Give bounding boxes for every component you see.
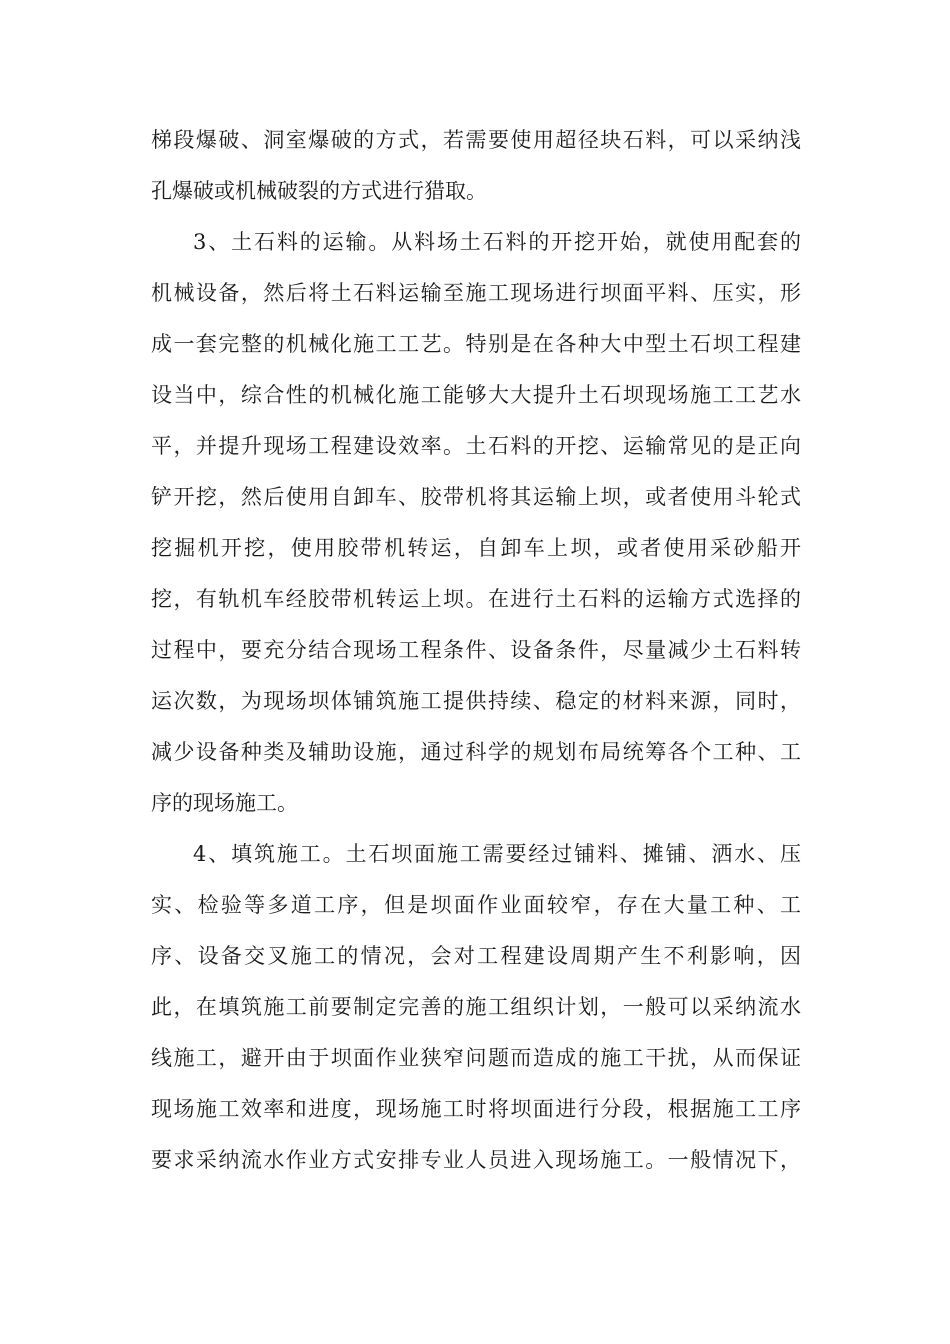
- text-line: 实、检验等多道工序，但是坝面作业面较窄，存在大量工种、工: [151, 893, 801, 917]
- text-line: 序、设备交叉施工的情况，会对工程建设周期产生不利影响，因: [151, 944, 801, 968]
- text-line: 减少设备种类及辅助设施，通过科学的规划布局统筹各个工种、工: [151, 740, 801, 764]
- text-line: 线施工，避开由于坝面作业狭窄问题而造成的施工干扰，从而保证: [151, 1046, 801, 1070]
- text-line: 挖，有轨机车经胶带机转运上坝。在进行土石料的运输方式选择的: [151, 587, 801, 611]
- text-line: 运次数，为现场坝体铺筑施工提供持续、稳定的材料来源，同时，: [151, 689, 801, 713]
- text-line: 孔爆破或机械破裂的方式进行猎取。: [151, 179, 487, 203]
- text-line: 铲开挖，然后使用自卸车、胶带机将其运输上坝，或者使用斗轮式: [151, 485, 801, 509]
- text-line: 要求采纳流水作业方式安排专业人员进入现场施工。一般情况下，: [151, 1148, 801, 1172]
- text-line: 平，并提升现场工程建设效率。土石料的开挖、运输常见的是正向: [151, 434, 801, 458]
- text-line: 设当中，综合性的机械化施工能够大大提升土石坝现场施工工艺水: [151, 383, 801, 407]
- text-line: 3、土石料的运输。从料场土石料的开挖开始，就使用配套的: [193, 230, 801, 254]
- text-line: 梯段爆破、洞室爆破的方式，若需要使用超径块石料，可以采纳浅: [151, 128, 801, 152]
- text-line: 成一套完整的机械化施工工艺。特别是在各种大中型土石坝工程建: [151, 332, 801, 356]
- text-line: 机械设备，然后将土石料运输至施工现场进行坝面平料、压实，形: [151, 281, 801, 305]
- text-line: 现场施工效率和进度，现场施工时将坝面进行分段，根据施工工序: [151, 1097, 801, 1121]
- body-text: [151, 115, 801, 1186]
- text-line: 此，在填筑施工前要制定完善的施工组织计划，一般可以采纳流水: [151, 995, 801, 1019]
- text-line: 序的现场施工。: [151, 791, 298, 815]
- text-line: 挖掘机开挖，使用胶带机转运，自卸车上坝，或者使用采砂船开: [151, 536, 801, 560]
- text-line: 4、填筑施工。土石坝面施工需要经过铺料、摊铺、洒水、压: [193, 842, 801, 866]
- text-line: 过程中，要充分结合现场工程条件、设备条件，尽量减少土石料转: [151, 638, 801, 662]
